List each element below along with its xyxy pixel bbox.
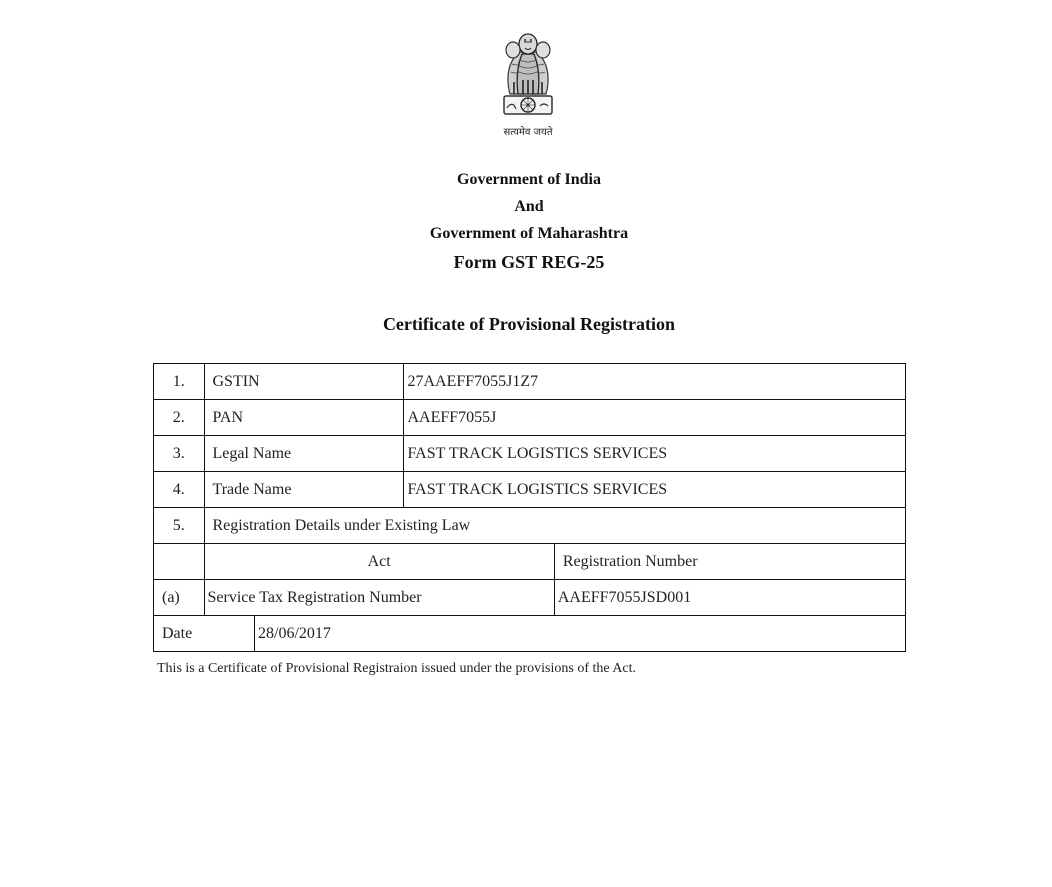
footer-note: This is a Certificate of Provisional Registraion issued under the provisions of the Act. bbox=[157, 661, 637, 676]
row-number: 2. bbox=[154, 400, 205, 436]
row-number: 3. bbox=[154, 436, 205, 472]
header-government-of-maharashtra: Government of Maharashtra bbox=[429, 225, 629, 242]
table-row-subheader bbox=[154, 544, 906, 580]
table-row-pan bbox=[154, 400, 906, 436]
date-label bbox=[154, 616, 255, 652]
table-row-registration-details bbox=[154, 508, 906, 544]
row-number: 4. bbox=[154, 472, 205, 508]
act-column-header: Act bbox=[204, 544, 554, 580]
registration-number-column-header: Registration Number bbox=[554, 544, 905, 580]
table-row-gstin bbox=[154, 364, 906, 400]
date-label-text: Date bbox=[162, 624, 193, 642]
gstin-value: 27AAEFF7055J1Z7 bbox=[404, 364, 906, 400]
pan-value: AAEFF7055J bbox=[404, 400, 906, 436]
table-row-service-tax bbox=[154, 580, 906, 616]
legal-name-label: Legal Name bbox=[204, 436, 404, 472]
certificate-title: Certificate of Provisional Registration bbox=[382, 314, 676, 334]
pan-label: PAN bbox=[204, 400, 404, 436]
trade-name-label: Trade Name bbox=[204, 472, 404, 508]
row-number: 5. bbox=[154, 508, 205, 544]
national-emblem-icon bbox=[496, 28, 560, 124]
empty-cell bbox=[154, 544, 205, 580]
registration-details-table bbox=[153, 363, 906, 652]
table-row-trade-name bbox=[154, 472, 906, 508]
header-and: And bbox=[514, 198, 544, 215]
emblem-motto: सत्यमेव जयते bbox=[503, 127, 553, 138]
trade-name-value: FAST TRACK LOGISTICS SERVICES bbox=[404, 472, 906, 508]
form-title: Form GST REG-25 bbox=[453, 252, 605, 272]
table-row-date bbox=[154, 616, 906, 652]
registration-details-label: Registration Details under Existing Law bbox=[204, 508, 906, 544]
row-number: 1. bbox=[154, 364, 205, 400]
act-name: Service Tax Registration Number bbox=[204, 580, 554, 616]
header-government-of-india: Government of India bbox=[457, 171, 601, 188]
registration-number-value: AAEFF7055JSD001 bbox=[554, 580, 905, 616]
date-value: 28/06/2017 bbox=[255, 616, 906, 652]
legal-name-value: FAST TRACK LOGISTICS SERVICES bbox=[404, 436, 906, 472]
table-row-legal-name bbox=[154, 436, 906, 472]
gstin-label: GSTIN bbox=[204, 364, 404, 400]
entry-marker: (a) bbox=[154, 580, 205, 616]
